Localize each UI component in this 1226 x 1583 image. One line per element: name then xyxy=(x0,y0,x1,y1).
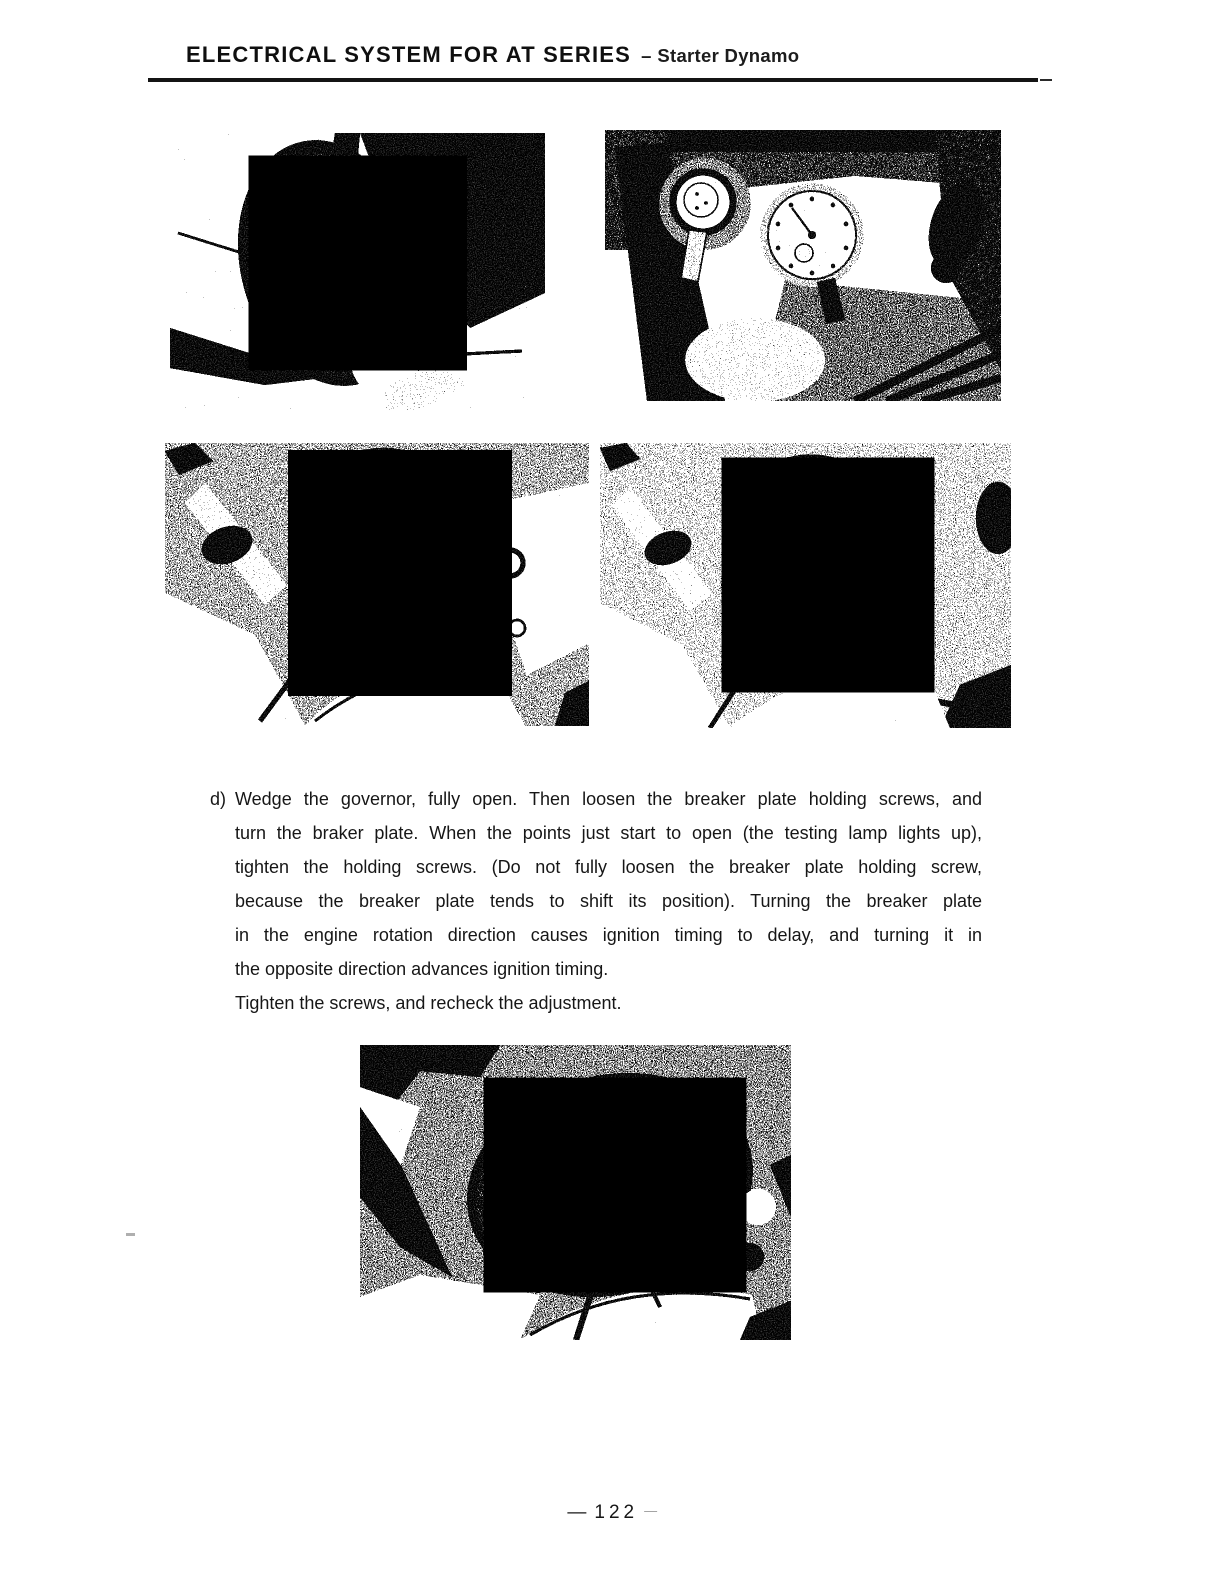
paragraph-line: the opposite direction advances ignition timing. xyxy=(235,959,609,979)
paragraph-line: Tighten the screws, and recheck the adjustment. xyxy=(235,993,622,1013)
photo-breaker-plate-adjust-right xyxy=(600,443,1011,728)
page-footer xyxy=(0,1502,1226,1524)
page-number-dash-left: — xyxy=(567,1502,589,1523)
photo-dial-gauge-timing xyxy=(605,130,1001,401)
title-separator: – xyxy=(641,45,652,66)
paragraph-line: Wedge the governor, fully open. Then loosen the breaker plate holding screws, and xyxy=(235,789,982,809)
list-item-marker: d) xyxy=(210,789,227,809)
instruction-paragraph xyxy=(210,782,982,1020)
photo-breaker-plate-adjust-left xyxy=(165,443,589,726)
paragraph-line: because the breaker plate tends to shift its position). Turning the breaker plate xyxy=(235,891,982,911)
paragraph-line: turn the braker plate. When the points just start to open (the testing lamp lights up), xyxy=(235,823,982,843)
scan-artifact-dash xyxy=(126,1233,135,1236)
page-title: ELECTRICAL SYSTEM FOR AT SERIES xyxy=(186,42,632,67)
page-subtitle: Starter Dynamo xyxy=(657,45,800,66)
page-number-dash-right: — xyxy=(644,1503,659,1518)
header-rule xyxy=(148,78,1038,82)
paragraph-lines xyxy=(235,782,982,1020)
paragraph-line: tighten the holding screws. (Do not fully loosen the breaker plate holding screw, xyxy=(235,857,982,877)
photo-contact-breaker-flywheel xyxy=(170,133,545,410)
page-number: 122 xyxy=(594,1502,639,1523)
page-header xyxy=(186,42,799,68)
paragraph-line: in the engine rotation direction causes ignition timing to delay, and turning it in xyxy=(235,925,982,945)
photo-breaker-plate-recheck xyxy=(360,1045,791,1340)
